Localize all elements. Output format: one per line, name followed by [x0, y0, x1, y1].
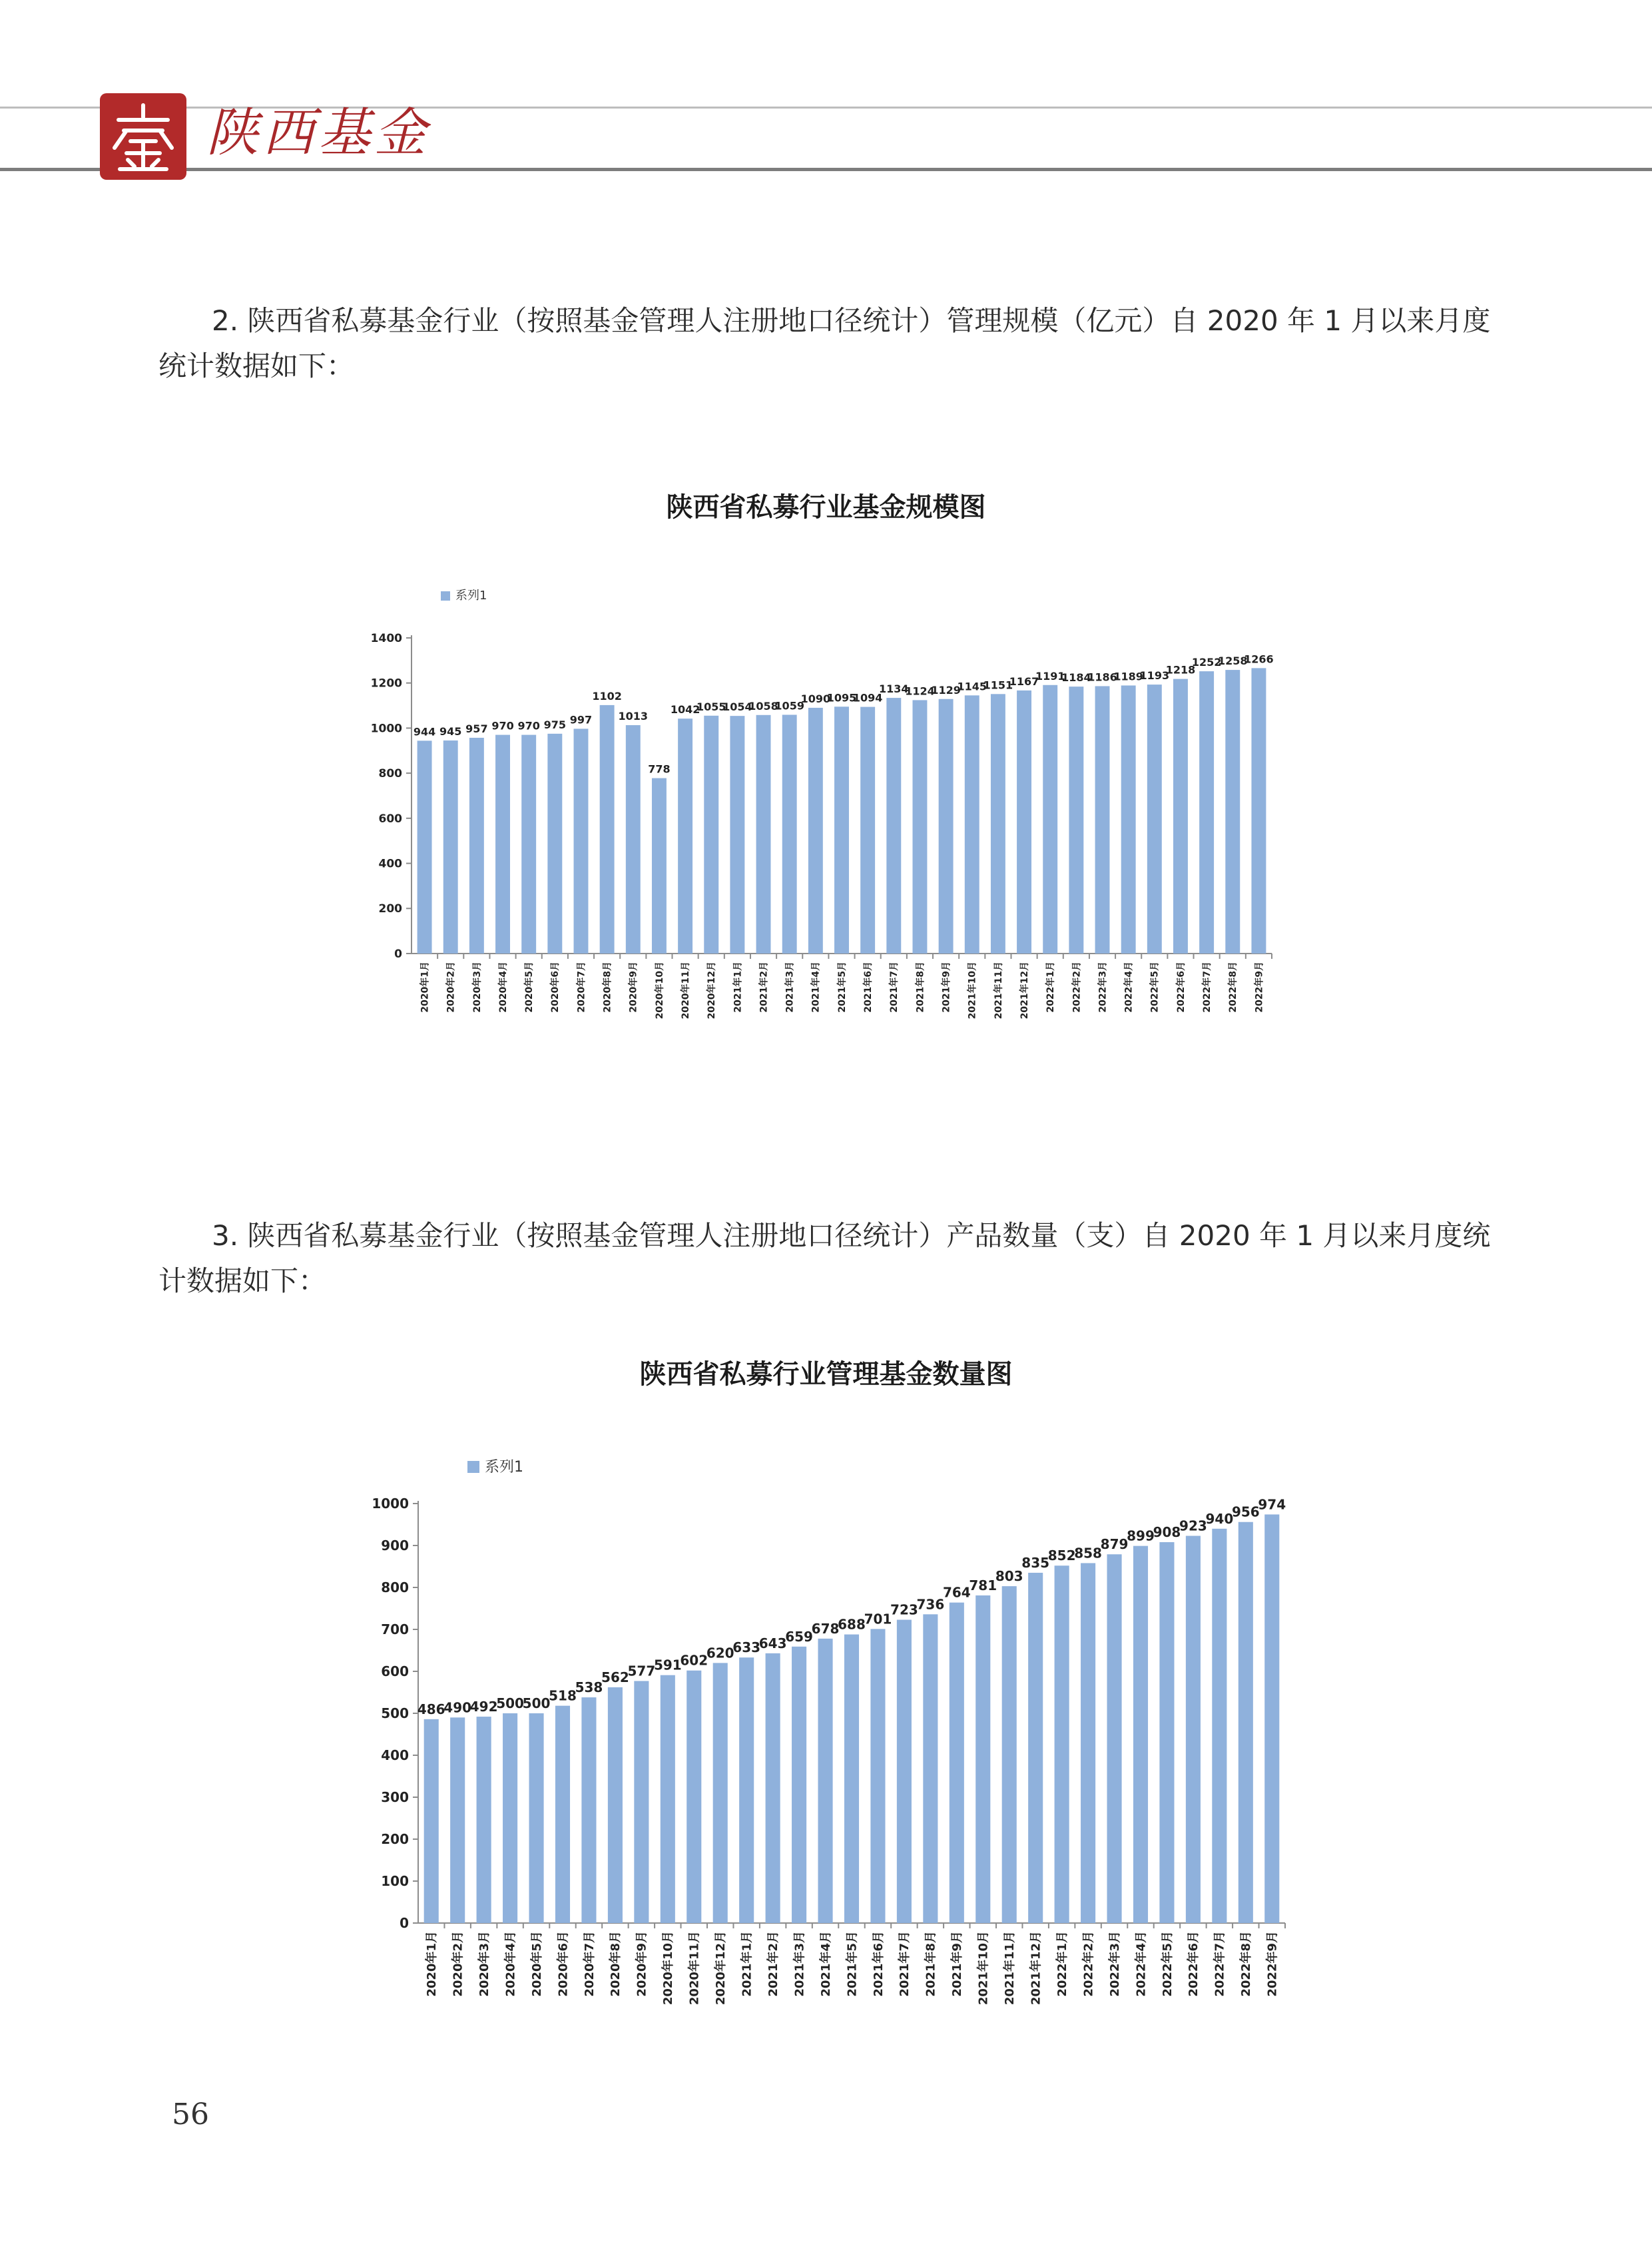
y-tick-label: 600 — [378, 812, 402, 826]
data-label: 1145 — [957, 680, 987, 693]
y-tick-label: 200 — [378, 902, 402, 916]
data-label: 945 — [439, 725, 462, 738]
data-label: 1134 — [879, 683, 909, 696]
data-label: 602 — [680, 1652, 708, 1669]
bar — [555, 1706, 570, 1923]
bar — [503, 1713, 517, 1923]
data-label: 1055 — [696, 700, 726, 713]
data-label: 957 — [465, 722, 488, 735]
y-tick-label: 500 — [381, 1705, 409, 1721]
brand-name: 陕西基金 — [206, 103, 431, 163]
x-tick-label: 2021年7月 — [898, 1931, 912, 1997]
x-tick-label: 2022年3月 — [1107, 1931, 1122, 1997]
bar — [529, 1713, 543, 1923]
bar — [950, 1603, 964, 1923]
y-tick-label: 100 — [381, 1873, 409, 1889]
x-tick-label: 2020年9月 — [628, 962, 639, 1013]
data-label: 591 — [653, 1657, 682, 1673]
x-tick-label: 2022年5月 — [1160, 1931, 1175, 1997]
bar — [844, 1635, 859, 1923]
x-tick-label: 2021年3月 — [792, 1931, 807, 1997]
y-tick-label: 900 — [381, 1538, 409, 1553]
data-label: 899 — [1127, 1528, 1155, 1544]
x-tick-label: 2022年8月 — [1239, 1931, 1254, 1997]
page-number: 56 — [172, 2098, 209, 2131]
data-label: 852 — [1047, 1547, 1076, 1564]
bar — [1133, 1546, 1148, 1923]
data-label: 1013 — [618, 710, 649, 723]
x-tick-label: 2021年12月 — [1029, 1931, 1043, 2006]
x-tick-label: 2020年4月 — [497, 962, 509, 1013]
x-tick-label: 2020年6月 — [550, 962, 561, 1013]
x-tick-label: 2021年10月 — [976, 1931, 991, 2006]
x-tick-label: 2021年2月 — [766, 1931, 780, 1997]
data-label: 764 — [942, 1584, 971, 1601]
data-label: 1191 — [1035, 669, 1065, 683]
data-label: 1184 — [1061, 671, 1091, 685]
x-tick-label: 2020年4月 — [503, 1931, 518, 1997]
x-tick-label: 2021年5月 — [836, 962, 848, 1013]
x-tick-label: 2021年10月 — [967, 962, 978, 1019]
paragraph-2-text: 3. 陕西省私募基金行业（按照基金管理人注册地口径统计）产品数量（支）自 2020 年 1 月以来月度统计数据如下： — [158, 1219, 1491, 1297]
data-label: 486 — [417, 1701, 445, 1717]
x-tick-label: 2020年10月 — [661, 1931, 676, 2006]
data-label: 1193 — [1139, 669, 1170, 683]
bar — [424, 1719, 439, 1923]
bar — [581, 1697, 596, 1923]
x-tick-label: 2020年12月 — [706, 962, 718, 1019]
data-label: 688 — [838, 1616, 866, 1633]
data-label: 803 — [995, 1568, 1023, 1585]
data-label: 781 — [969, 1577, 997, 1593]
x-tick-label: 2021年6月 — [863, 962, 874, 1013]
y-tick-label: 0 — [394, 947, 402, 961]
y-tick-label: 600 — [381, 1663, 409, 1679]
bar — [1159, 1542, 1174, 1923]
data-label: 643 — [758, 1635, 787, 1651]
data-label: 562 — [601, 1669, 629, 1685]
x-tick-label: 2022年4月 — [1123, 962, 1135, 1013]
data-label: 1189 — [1113, 670, 1143, 683]
x-tick-label: 2020年6月 — [556, 1931, 571, 1997]
x-tick-label: 2020年8月 — [609, 1931, 623, 1997]
x-tick-label: 2021年4月 — [818, 1931, 833, 1997]
data-label: 500 — [522, 1695, 551, 1711]
y-tick-label: 700 — [381, 1621, 409, 1637]
data-label: 1266 — [1244, 653, 1274, 666]
bar — [1028, 1573, 1043, 1923]
data-label: 577 — [627, 1663, 656, 1679]
data-label: 1054 — [722, 701, 752, 714]
x-tick-label: 2020年2月 — [451, 1931, 465, 1997]
x-tick-label: 2021年1月 — [732, 962, 744, 1013]
x-tick-label: 2021年5月 — [845, 1931, 860, 1997]
y-tick-label: 1000 — [370, 722, 402, 736]
data-label: 997 — [569, 713, 593, 726]
data-label: 1095 — [826, 691, 857, 704]
bar — [687, 1671, 701, 1923]
bar — [1055, 1565, 1069, 1923]
bar — [477, 1717, 491, 1923]
x-tick-label: 2021年7月 — [889, 962, 900, 1013]
data-label: 1218 — [1165, 663, 1196, 677]
x-tick-label: 2020年5月 — [524, 962, 535, 1013]
bar — [1239, 1522, 1253, 1923]
bar — [1107, 1554, 1121, 1923]
y-tick-label: 1000 — [372, 1496, 409, 1512]
data-label: 518 — [549, 1687, 577, 1704]
y-tick-label: 200 — [381, 1831, 409, 1847]
data-label: 736 — [916, 1596, 945, 1613]
x-tick-label: 2020年7月 — [576, 962, 587, 1013]
x-tick-label: 2022年1月 — [1055, 1931, 1069, 1997]
bar — [818, 1639, 832, 1923]
data-label: 940 — [1205, 1510, 1234, 1527]
bar — [713, 1663, 728, 1923]
bar — [608, 1687, 623, 1923]
x-tick-label: 2020年11月 — [687, 1931, 702, 2006]
y-tick-label: 1400 — [370, 631, 402, 645]
data-label: 1258 — [1218, 655, 1248, 668]
data-label: 858 — [1074, 1545, 1102, 1561]
data-label: 678 — [811, 1620, 840, 1637]
data-label: 956 — [1231, 1504, 1260, 1520]
bar — [975, 1595, 990, 1923]
bar — [870, 1629, 885, 1923]
x-tick-label: 2021年11月 — [993, 962, 1004, 1019]
data-label: 1124 — [905, 685, 935, 698]
y-tick-label: 800 — [378, 767, 402, 781]
x-tick-label: 2022年1月 — [1045, 962, 1057, 1013]
x-tick-label: 2022年9月 — [1254, 962, 1265, 1013]
x-tick-label: 2021年8月 — [915, 962, 926, 1013]
x-tick-label: 2021年11月 — [1003, 1931, 1017, 2006]
data-label: 1102 — [592, 689, 622, 702]
x-tick-label: 2022年9月 — [1265, 1931, 1280, 1997]
y-tick-label: 0 — [400, 1915, 409, 1931]
data-label: 908 — [1153, 1524, 1181, 1540]
x-tick-label: 2020年12月 — [714, 1931, 728, 2006]
data-label: 490 — [443, 1699, 472, 1716]
bar — [792, 1647, 806, 1923]
data-label: 659 — [785, 1628, 813, 1645]
x-tick-label: 2021年9月 — [950, 1931, 965, 1997]
data-label: 1186 — [1087, 671, 1117, 684]
data-label: 1151 — [983, 679, 1013, 692]
data-label: 970 — [517, 719, 540, 732]
data-label: 1059 — [774, 699, 804, 712]
x-tick-label: 2022年6月 — [1175, 962, 1187, 1013]
data-label: 974 — [1258, 1496, 1286, 1513]
data-label: 835 — [1021, 1554, 1050, 1571]
bar — [739, 1657, 754, 1923]
x-tick-label: 2021年12月 — [1019, 962, 1030, 1019]
x-tick-label: 2020年9月 — [635, 1931, 649, 1997]
bar — [897, 1620, 912, 1923]
data-label: 1042 — [670, 703, 700, 716]
bar — [1264, 1514, 1279, 1923]
bar — [1081, 1563, 1095, 1923]
paragraph-1-text: 2. 陕西省私募基金行业（按照基金管理人注册地口径统计）管理规模（亿元）自 2020 年 1 月以来月度统计数据如下： — [158, 304, 1491, 382]
x-tick-label: 2022年7月 — [1202, 962, 1213, 1013]
bar — [923, 1614, 938, 1923]
data-label: 538 — [575, 1679, 603, 1696]
x-tick-label: 2020年3月 — [477, 1931, 491, 1997]
bar — [634, 1681, 649, 1923]
x-tick-label: 2021年6月 — [871, 1931, 886, 1997]
x-tick-label: 2022年5月 — [1149, 962, 1161, 1013]
data-label: 701 — [864, 1611, 892, 1627]
data-label: 620 — [706, 1645, 734, 1661]
x-tick-label: 2022年3月 — [1097, 962, 1109, 1013]
x-tick-label: 2022年7月 — [1213, 1931, 1227, 1997]
x-tick-label: 2022年4月 — [1134, 1931, 1149, 1997]
data-label: 975 — [543, 718, 567, 731]
bar — [1212, 1529, 1227, 1923]
data-label: 1090 — [800, 692, 831, 705]
data-label: 500 — [496, 1695, 524, 1711]
x-tick-label: 2020年2月 — [445, 962, 457, 1013]
x-tick-label: 2020年1月 — [419, 962, 431, 1013]
y-tick-label: 1200 — [370, 677, 402, 691]
data-label: 944 — [413, 725, 436, 738]
x-tick-label: 2021年8月 — [924, 1931, 938, 1997]
bar — [450, 1717, 465, 1923]
bar — [1002, 1586, 1017, 1923]
data-label: 1094 — [852, 691, 883, 704]
x-tick-label: 2020年1月 — [425, 1931, 439, 1997]
x-tick-label: 2020年10月 — [654, 962, 665, 1019]
data-label: 492 — [469, 1699, 498, 1715]
x-tick-label: 2021年2月 — [758, 962, 770, 1013]
y-tick-label: 400 — [381, 1747, 409, 1763]
legend-swatch — [467, 1461, 479, 1473]
x-tick-label: 2022年6月 — [1187, 1931, 1201, 1997]
legend-label: 系列1 — [485, 1459, 523, 1476]
x-tick-label: 2021年3月 — [784, 962, 796, 1013]
data-label: 1058 — [748, 699, 778, 712]
chart-2-title: 陕西省私募行业管理基金数量图 — [639, 1359, 1013, 1390]
y-tick-label: 300 — [381, 1789, 409, 1805]
data-label: 1167 — [1009, 675, 1039, 688]
chart-1-title: 陕西省私募行业基金规模图 — [666, 492, 986, 523]
data-label: 923 — [1179, 1518, 1207, 1534]
bar — [661, 1675, 675, 1923]
x-tick-label: 2021年9月 — [941, 962, 952, 1013]
x-tick-label: 2020年8月 — [602, 962, 613, 1013]
data-label: 970 — [491, 719, 514, 732]
x-tick-label: 2020年7月 — [582, 1931, 597, 1997]
legend-label: 系列1 — [455, 589, 487, 603]
bar — [766, 1653, 780, 1923]
data-label: 1252 — [1191, 656, 1222, 669]
x-tick-label: 2022年2月 — [1071, 962, 1083, 1013]
data-label: 879 — [1100, 1536, 1129, 1553]
x-tick-label: 2021年1月 — [740, 1931, 754, 1997]
data-label: 723 — [890, 1601, 918, 1618]
x-tick-label: 2020年3月 — [471, 962, 483, 1013]
data-label: 633 — [732, 1639, 761, 1656]
data-label: 1129 — [931, 683, 961, 697]
x-tick-label: 2022年2月 — [1081, 1931, 1096, 1997]
data-label: 778 — [648, 762, 671, 776]
y-tick-label: 800 — [381, 1579, 409, 1595]
bar — [1186, 1536, 1201, 1923]
x-tick-label: 2020年5月 — [529, 1931, 544, 1997]
x-tick-label: 2022年8月 — [1228, 962, 1239, 1013]
y-tick-label: 400 — [378, 857, 402, 871]
x-tick-label: 2020年11月 — [680, 962, 691, 1019]
x-tick-label: 2021年4月 — [810, 962, 822, 1013]
